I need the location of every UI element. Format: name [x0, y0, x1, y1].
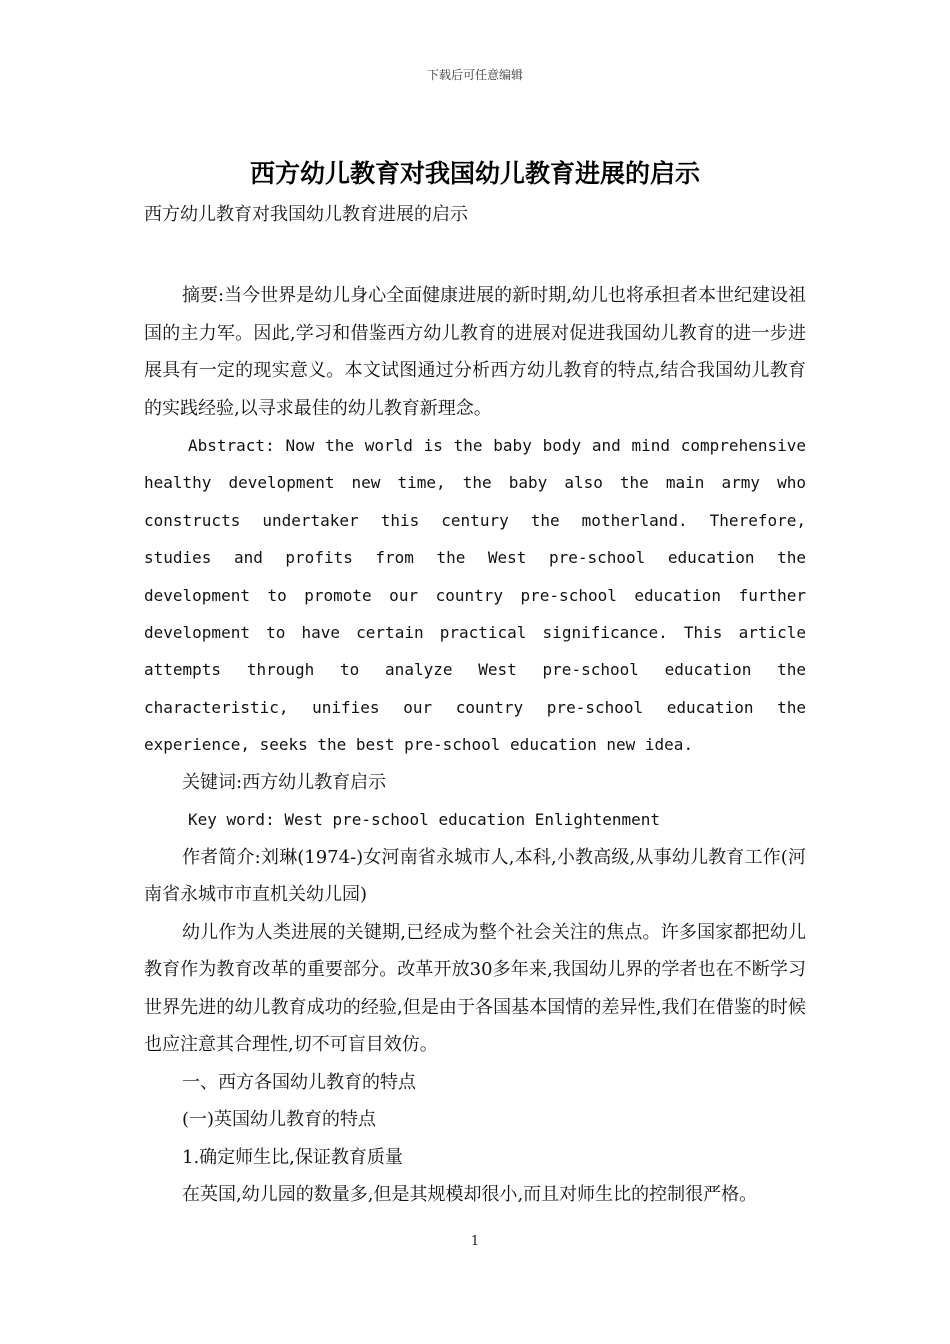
keywords-english: Key word: West pre-school education Enlightenment	[188, 810, 661, 830]
page-header-note: 下载后可任意编辑	[426, 68, 523, 82]
page-number: 1	[470, 1234, 480, 1249]
abstract-english: Abstract: Now the world is the baby body and mind comprehensive healthy development new time, the baby also the main army who constructs undertaker this century the motherland. Therefore, studies and profits from the West pre-school education the development to promote our country pre-school education further development to have certain practical significance. This article attempts through to analyze West pre-school education the characteristic, unifies our country pre-school education the experience, seeks the best pre-school education new idea.	[144, 436, 806, 755]
section-heading-1: 一、西方各国幼儿教育的特点	[182, 1071, 416, 1093]
author-info: 作者简介:刘琳(1974-)女河南省永城市人,本科,小教高级,从事幼儿教育工作(河南省永城市市直机关幼儿园)	[144, 846, 806, 906]
document-body	[144, 201, 806, 1214]
body-paragraph: 在英国,幼儿园的数量多,但是其规模却很小,而且对师生比的控制很严格。	[182, 1184, 758, 1206]
document-title: 西方幼儿教育对我国幼儿教育进展的启示	[249, 159, 700, 188]
keywords-chinese: 关键词:西方幼儿教育启示	[182, 771, 387, 793]
subsection-heading-1-1: (一)英国幼儿教育的特点	[182, 1109, 377, 1131]
intro-paragraph: 幼儿作为人类进展的关键期,已经成为整个社会关注的焦点。许多国家都把幼儿教育作为教育改革的重要部分。改革开放30多年来,我国幼儿界的学者也在不断学习世界先进的幼儿教育成功的经验,但是由于各国基本国情的差异性,我们在借鉴的时候也应注意其合理性,切不可盲目效仿。	[144, 921, 806, 1056]
abstract-chinese: 摘要:当今世界是幼儿身心全面健康进展的新时期,幼儿也将承担者本世纪建设祖国的主力军。因此,学习和借鉴西方幼儿教育的进展对促进我国幼儿教育的进一步进展具有一定的现实意义。本文试图通过分析西方幼儿教育的特点,结合我国幼儿教育的实践经验,以寻求最佳的幼儿教育新理念。	[144, 285, 806, 419]
list-item-1: 1.确定师生比,保证教育质量	[182, 1146, 403, 1168]
document-subtitle: 西方幼儿教育对我国幼儿教育进展的启示	[144, 204, 468, 225]
